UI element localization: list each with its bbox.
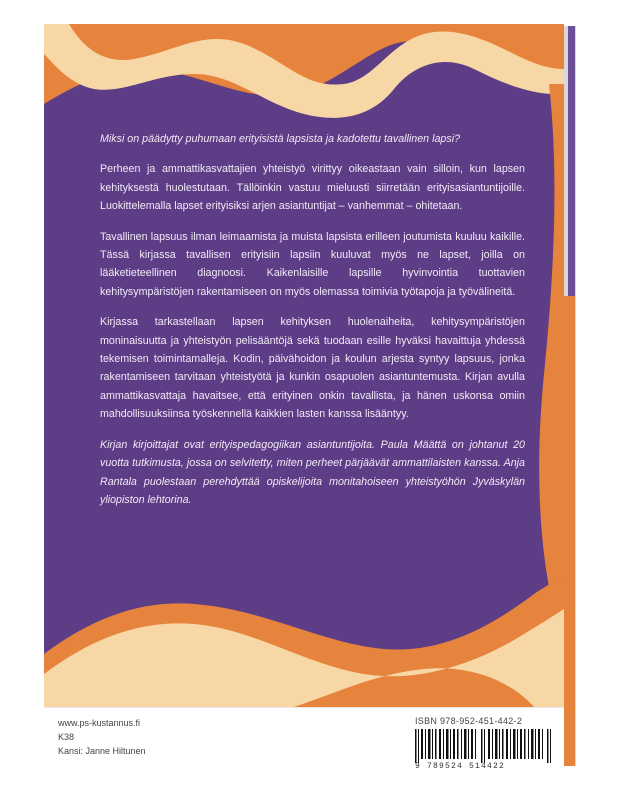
isbn-label: ISBN 978-952-451-442-2 (415, 716, 523, 726)
paragraph-3: Kirjassa tarkastellaan lapsen kehityksen huolenaiheita, kehitysympäristöjen moninaisuutta ja yhteistyön pelisääntöjä sekä tuodaan esille hyväksi havaittuja yhdessä tekemisen toimintamalleja. Kodin, päivähoidon ja koulun arjesta syntyy lapsuus, jonka rakentamiseen tarvitaan yhteistyötä ja kunkin osapuolen asiantuntemusta. Kirjan avulla ammattikasvattaja havaitsee, että erityinen onkin tavallista, ja hänen uskonsa omiin mahdollisuuksiinsa työskennellä kaikkien lasten kanssa lisääntyy. (100, 316, 525, 421)
back-cover-text (100, 130, 525, 521)
publisher-website: www.ps-kustannus.fi (58, 718, 141, 728)
barcode-icon (415, 729, 553, 763)
right-orange-band (539, 84, 564, 644)
cover-credit: Kansi: Janne Hiltunen (58, 746, 146, 756)
spine-purple-strip (568, 26, 575, 296)
imprint (58, 716, 146, 758)
paragraph-1: Perheen ja ammattikasvattajien yhteistyö virittyy oikeastaan vain silloin, kun lapsen kehityksestä huolestutaan. Tällöinkin vastuu mieluusti siirretään erityisasiantuntijoille. Luokittelemalla lapset erityisiksi arjen asiantuntijat – vanhemmat – ohitetaan. (100, 163, 525, 213)
spine-orange-strip (563, 296, 575, 766)
paragraph-2: Tavallinen lapsuus ilman leimaamista ja muista lapsista erilleen joutumista kuuluu kaikille. Tässä kirjassa tavallisen erityisiin lapsiin kuuluvat myös ne lapset, joilla on lääketieteellinen diagnoosi. Kaikenlaisille lapsille hyvinvointia tuottavien kehitysympäristöjen rakentamiseen on myös olemassa toimivia työtapoja ja työvälineitä. (100, 230, 525, 298)
intro-question: Miksi on päädytty puhumaan erityisistä lapsista ja kadotettu tavallinen lapsi? (100, 133, 461, 145)
author-note: Kirjan kirjoittajat ovat erityispedagogiikan asiantuntijoita. Paula Määttä on johtanut 20 vuotta tutkimusta, jossa on selvitetty, miten perheet pärjäävät ammattilaisten kanssa. Anja Rantala puolestaan perehdyttää opiskelijoita monitahoiseen yhteistyöhön Jyväskylän yliopiston lehtorina. (100, 438, 525, 506)
product-code: K38 (58, 732, 75, 742)
barcode-number: 9 789524 514422 (415, 762, 506, 771)
